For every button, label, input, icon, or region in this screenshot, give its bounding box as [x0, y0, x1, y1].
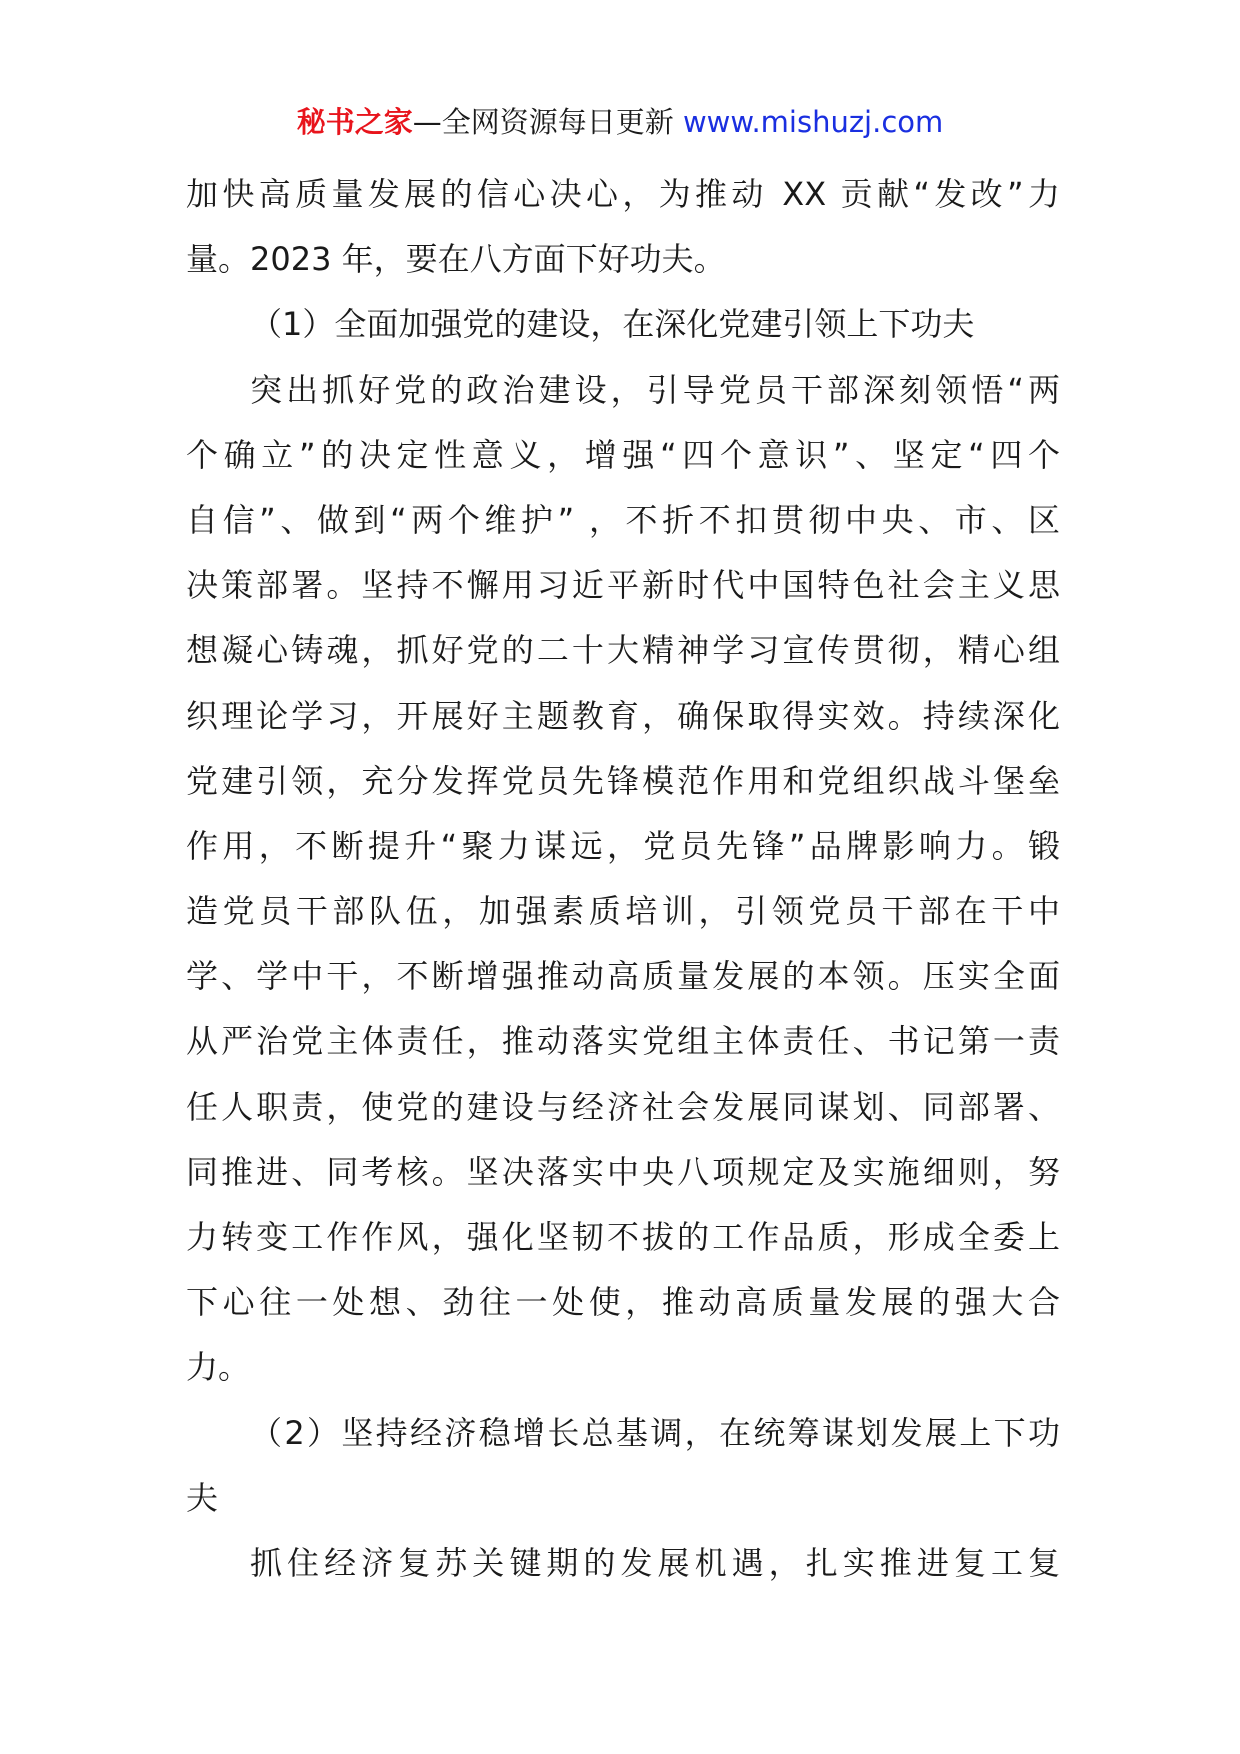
text-line: 党建引领，充分发挥党员先锋模范作用和党组织战斗堡垒	[186, 761, 1060, 800]
section-heading: （1）全面加强党的建设，在深化党建引领上下功夫	[250, 305, 975, 344]
header-url-link[interactable]: www.mishuzj.com	[682, 105, 944, 139]
text-line: 力转变工作作风，强化坚韧不拔的工作品质，形成全委上	[186, 1218, 1060, 1256]
text-line: 力。	[186, 1348, 251, 1387]
text-line: 加快高质量发展的信心决心，为推动 XX 贡献“发改”力	[186, 175, 1060, 213]
page-header	[0, 100, 1240, 144]
header-brand: 秘书之家	[296, 105, 413, 139]
text-line: 学、学中干，不断增强推动高质量发展的本领。压实全面	[186, 957, 1060, 996]
text-line: 自信”、做到“两个维护” ，不折不扣贯彻中央、市、区	[186, 500, 1060, 539]
text-line: 从严治党主体责任，推动落实党组主体责任、书记第一责	[186, 1022, 1060, 1061]
section-heading-continued: 夫	[186, 1478, 219, 1517]
text-line: 想凝心铸魂，抓好党的二十大精神学习宣传贯彻，精心组	[186, 631, 1060, 670]
section-heading: （2）坚持经济稳增长总基调，在统筹谋划发展上下功	[250, 1413, 1060, 1452]
text-line: 任人职责，使党的建设与经济社会发展同谋划、同部署、	[186, 1087, 1060, 1126]
text-line: 决策部署。坚持不懈用习近平新时代中国特色社会主义思	[186, 566, 1060, 605]
text-line: 织理论学习，开展好主题教育，确保取得实效。持续深化	[186, 696, 1060, 735]
text-line: 作用，不断提升“聚力谋远，党员先锋”品牌影响力。锻	[186, 826, 1060, 865]
text-line: 突出抓好党的政治建设，引导党员干部深刻领悟“两	[250, 370, 1060, 409]
text-line: 同推进、同考核。坚决落实中央八项规定及实施细则，努	[186, 1152, 1060, 1191]
text-line: 造党员干部队伍，加强素质培训，引领党员干部在干中	[186, 892, 1060, 931]
text-line: 下心往一处想、劲往一处使，推动高质量发展的强大合	[186, 1283, 1060, 1322]
text-line: 个确立”的决定性意义，增强“四个意识”、坚定“四个	[186, 435, 1060, 474]
text-line: 量。2023 年，要在八方面下好功夫。	[186, 240, 726, 279]
header-tagline: —全网资源每日更新	[412, 105, 683, 139]
document-body	[186, 162, 1060, 1596]
text-line: 抓住经济复苏关键期的发展机遇，扎实推进复工复	[250, 1543, 1060, 1582]
